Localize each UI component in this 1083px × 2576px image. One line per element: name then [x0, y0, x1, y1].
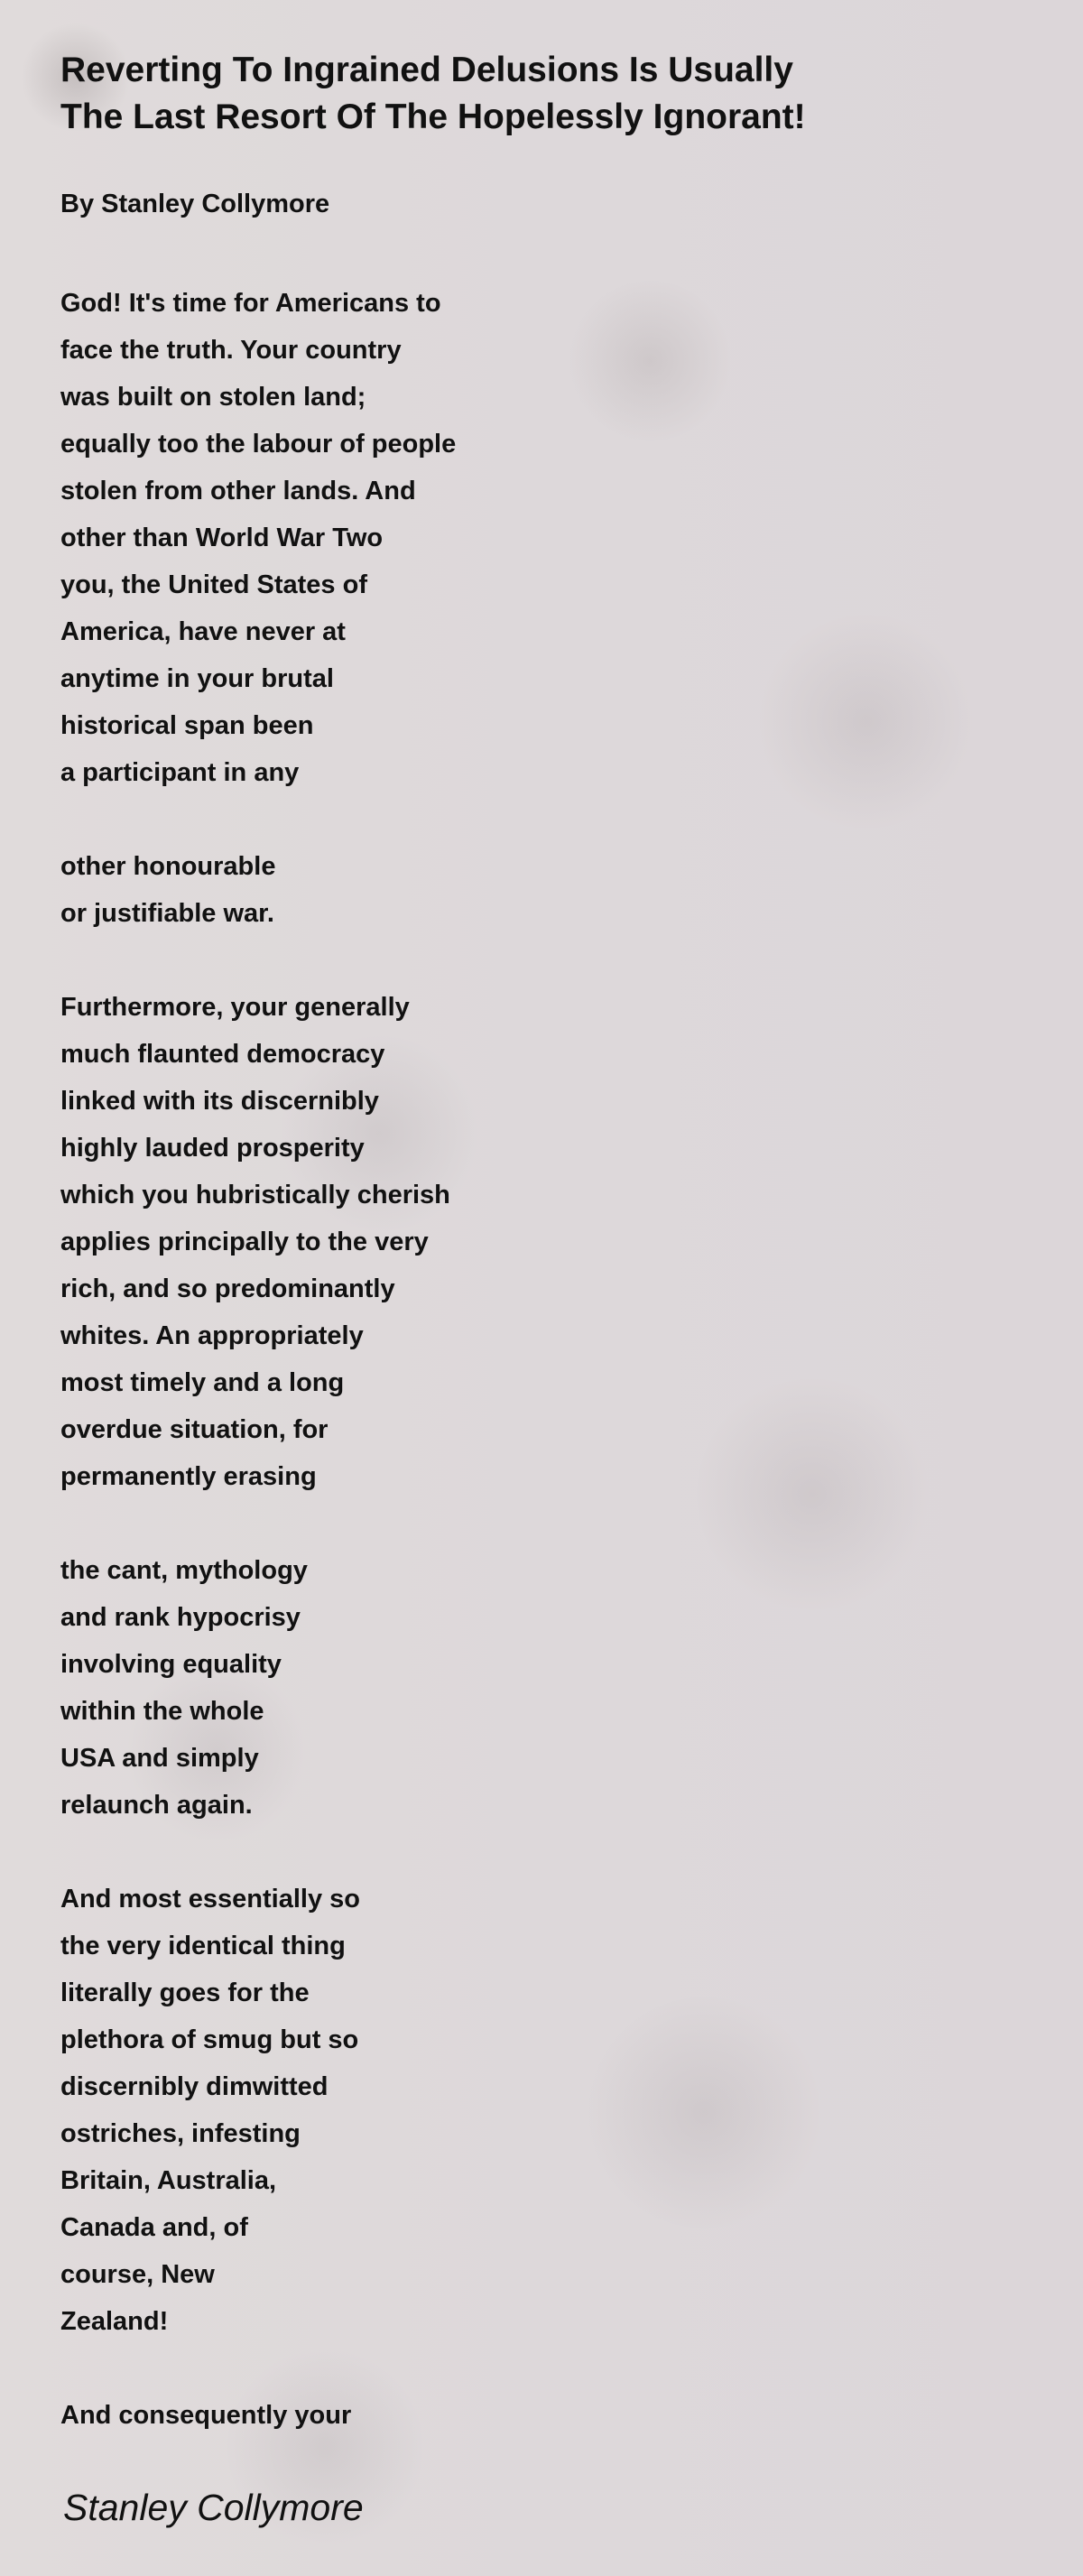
poem-line: Zealand!	[60, 2307, 169, 2336]
poem-line: relaunch again.	[60, 1791, 253, 1820]
poem-line: ostriches, infesting	[60, 2119, 301, 2148]
poem-line: face the truth. Your country	[60, 336, 402, 365]
poem-line: stolen from other lands. And	[60, 477, 416, 505]
poem-line: much flaunted democracy	[60, 1040, 385, 1069]
poem-stanza	[60, 843, 963, 937]
poem-line: And most essentially so	[60, 1885, 360, 1913]
poem-line: historical span been	[60, 711, 314, 740]
author-byline: By Stanley Collymore	[60, 190, 330, 218]
poem-line: Canada and, of	[60, 2213, 248, 2242]
poem-line: linked with its discernibly	[60, 1087, 379, 1116]
poem-line: you, the United States of	[60, 570, 367, 599]
poem-line: the very identical thing	[60, 1932, 346, 1960]
poem-line: discernibly dimwitted	[60, 2072, 329, 2101]
poem-line: anytime in your brutal	[60, 664, 334, 693]
poem-line: other than World War Two	[60, 524, 384, 552]
poem-line: applies principally to the very	[60, 1228, 429, 1256]
poem-line: overdue situation, for	[60, 1415, 329, 1444]
poem-line: was built on stolen land;	[60, 383, 366, 412]
poem-line: literally goes for the	[60, 1978, 310, 2007]
poem-line: rich, and so predominantly	[60, 1274, 395, 1303]
poem-line: God! It's time for Americans to	[60, 289, 441, 318]
poem-line: whites. An appropriately	[60, 1321, 364, 1350]
poem-line: the cant, mythology	[60, 1556, 308, 1585]
poem-stanza	[60, 1547, 963, 1829]
poem-line: equally too the labour of people	[60, 430, 457, 459]
poem-line: USA and simply	[60, 1744, 259, 1773]
poem-line: within the whole	[60, 1697, 264, 1726]
poem-line: permanently erasing	[60, 1462, 317, 1491]
poem-line: involving equality	[60, 1650, 282, 1679]
poem-title	[60, 47, 963, 141]
poem-title-line: Reverting To Ingrained Delusions Is Usually	[60, 51, 793, 89]
poem-stanza	[60, 984, 963, 1500]
poem-line: Britain, Australia,	[60, 2166, 277, 2195]
poem-line: And consequently your	[60, 2401, 352, 2430]
poem-body	[60, 280, 963, 2486]
poem-line: a participant in any	[60, 758, 300, 787]
poem-line: other honourable	[60, 852, 276, 881]
poem-title-line: The Last Resort Of The Hopelessly Ignorant!	[60, 97, 806, 136]
poem-line: America, have never at	[60, 617, 346, 646]
poem-line: most timely and a long	[60, 1368, 345, 1397]
poem-stanza	[60, 280, 963, 796]
author-signature: Stanley Collymore	[63, 2487, 364, 2528]
poem-line: and rank hypocrisy	[60, 1603, 301, 1632]
poem-stanza	[60, 2392, 963, 2439]
poem-line: plethora of smug but so	[60, 2025, 359, 2054]
poem-line: highly lauded prosperity	[60, 1134, 365, 1163]
poem-line: course, New	[60, 2260, 215, 2289]
poem-line: which you hubristically cherish	[60, 1181, 450, 1209]
poem-stanza	[60, 1876, 963, 2345]
poem-line: or justifiable war.	[60, 899, 274, 928]
poem-line: Furthermore, your generally	[60, 993, 410, 1022]
